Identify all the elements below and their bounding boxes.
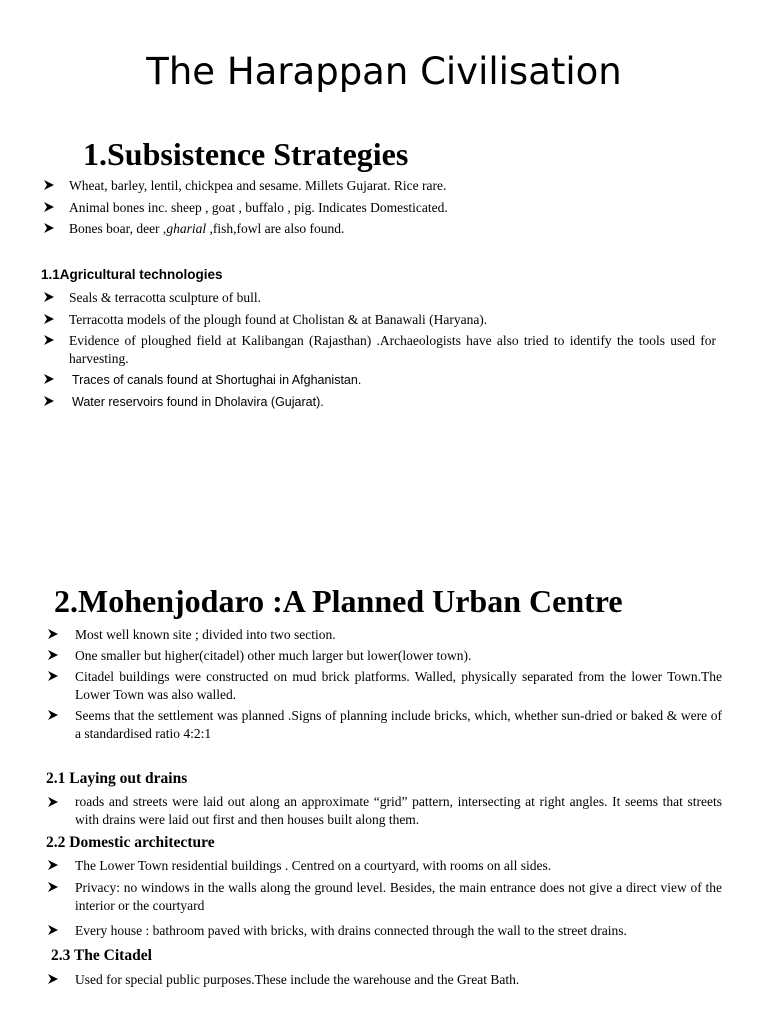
- subsection-heading: 2.2 Domestic architecture: [46, 834, 215, 851]
- arrow-bullet-icon: [47, 709, 59, 721]
- list-item: The Lower Town residential buildings . Centred on a courtyard, with rooms on all sides.: [75, 858, 552, 873]
- arrow-bullet-icon: [47, 796, 59, 808]
- arrow-bullet-icon: [47, 670, 59, 682]
- subsection-heading: 2.1 Laying out drains: [46, 770, 188, 787]
- arrow-bullet-icon: [43, 201, 55, 213]
- page-title: The Harappan Civilisation: [146, 50, 622, 93]
- list-item-text: Bones boar, deer ,: [69, 221, 167, 236]
- arrow-bullet-icon: [43, 334, 55, 346]
- list-item: Seals & terracotta sculpture of bull.: [69, 290, 261, 305]
- list-item: One smaller but higher(citadel) other much larger but lower(lower town).: [75, 648, 472, 663]
- list-item-text: ,fish,fowl are also found.: [206, 221, 345, 236]
- list-item: Seems that the settlement was planned .Signs of planning include bricks, which, whether sun-dried or baked & were of a standardised ratio 4:2:1: [75, 708, 722, 741]
- arrow-bullet-icon: [43, 179, 55, 191]
- list-item: Water reservoirs found in Dholavira (Gujarat).: [72, 395, 324, 409]
- section2-heading: 2.Mohenjodaro :A Planned Urban Centre: [54, 583, 623, 619]
- subsection-heading: 1.1Agricultural technologies: [41, 267, 223, 282]
- list-item: Every house : bathroom paved with bricks, with drains connected through the wall to the street drains.: [75, 923, 627, 938]
- list-item: roads and streets were laid out along an approximate “grid” pattern, intersecting at right angles. It seems that streets with drains were laid out first and then houses built along them.: [75, 794, 722, 827]
- arrow-bullet-icon: [47, 628, 59, 640]
- list-item: Wheat, barley, lentil, chickpea and sesame. Millets Gujarat. Rice rare.: [69, 178, 447, 193]
- arrow-bullet-icon: [43, 373, 55, 385]
- subsection-heading: 2.3 The Citadel: [51, 947, 152, 964]
- arrow-bullet-icon: [47, 881, 59, 893]
- list-item: Used for special public purposes.These include the warehouse and the Great Bath.: [75, 972, 520, 987]
- arrow-bullet-icon: [43, 395, 55, 407]
- list-item: Animal bones inc. sheep , goat , buffalo , pig. Indicates Domesticated.: [69, 200, 448, 215]
- list-item: Evidence of ploughed field at Kalibangan (Rajasthan) .Archaeologists have also tried to identify the tools used for harvesting.: [69, 333, 716, 366]
- arrow-bullet-icon: [43, 291, 55, 303]
- italic-term: gharial: [166, 221, 207, 236]
- arrow-bullet-icon: [47, 859, 59, 871]
- list-item: Privacy: no windows in the walls along the ground level. Besides, the main entrance does not give a direct view of the interior or the courtyard: [75, 880, 722, 913]
- list-item: Terracotta models of the plough found at Cholistan & at Banawali (Haryana).: [69, 312, 488, 327]
- arrow-bullet-icon: [43, 313, 55, 325]
- list-item: Most well known site ; divided into two section.: [75, 627, 336, 642]
- section1-heading: 1.Subsistence Strategies: [83, 136, 409, 172]
- list-item: [69, 220, 719, 238]
- arrow-bullet-icon: [47, 649, 59, 661]
- list-item: Citadel buildings were constructed on mud brick platforms. Walled, physically separated from the lower Town.The Lower Town was also walled.: [75, 669, 722, 702]
- arrow-bullet-icon: [47, 973, 59, 985]
- arrow-bullet-icon: [43, 222, 55, 234]
- list-item: Traces of canals found at Shortughai in Afghanistan.: [72, 373, 362, 387]
- arrow-bullet-icon: [47, 924, 59, 936]
